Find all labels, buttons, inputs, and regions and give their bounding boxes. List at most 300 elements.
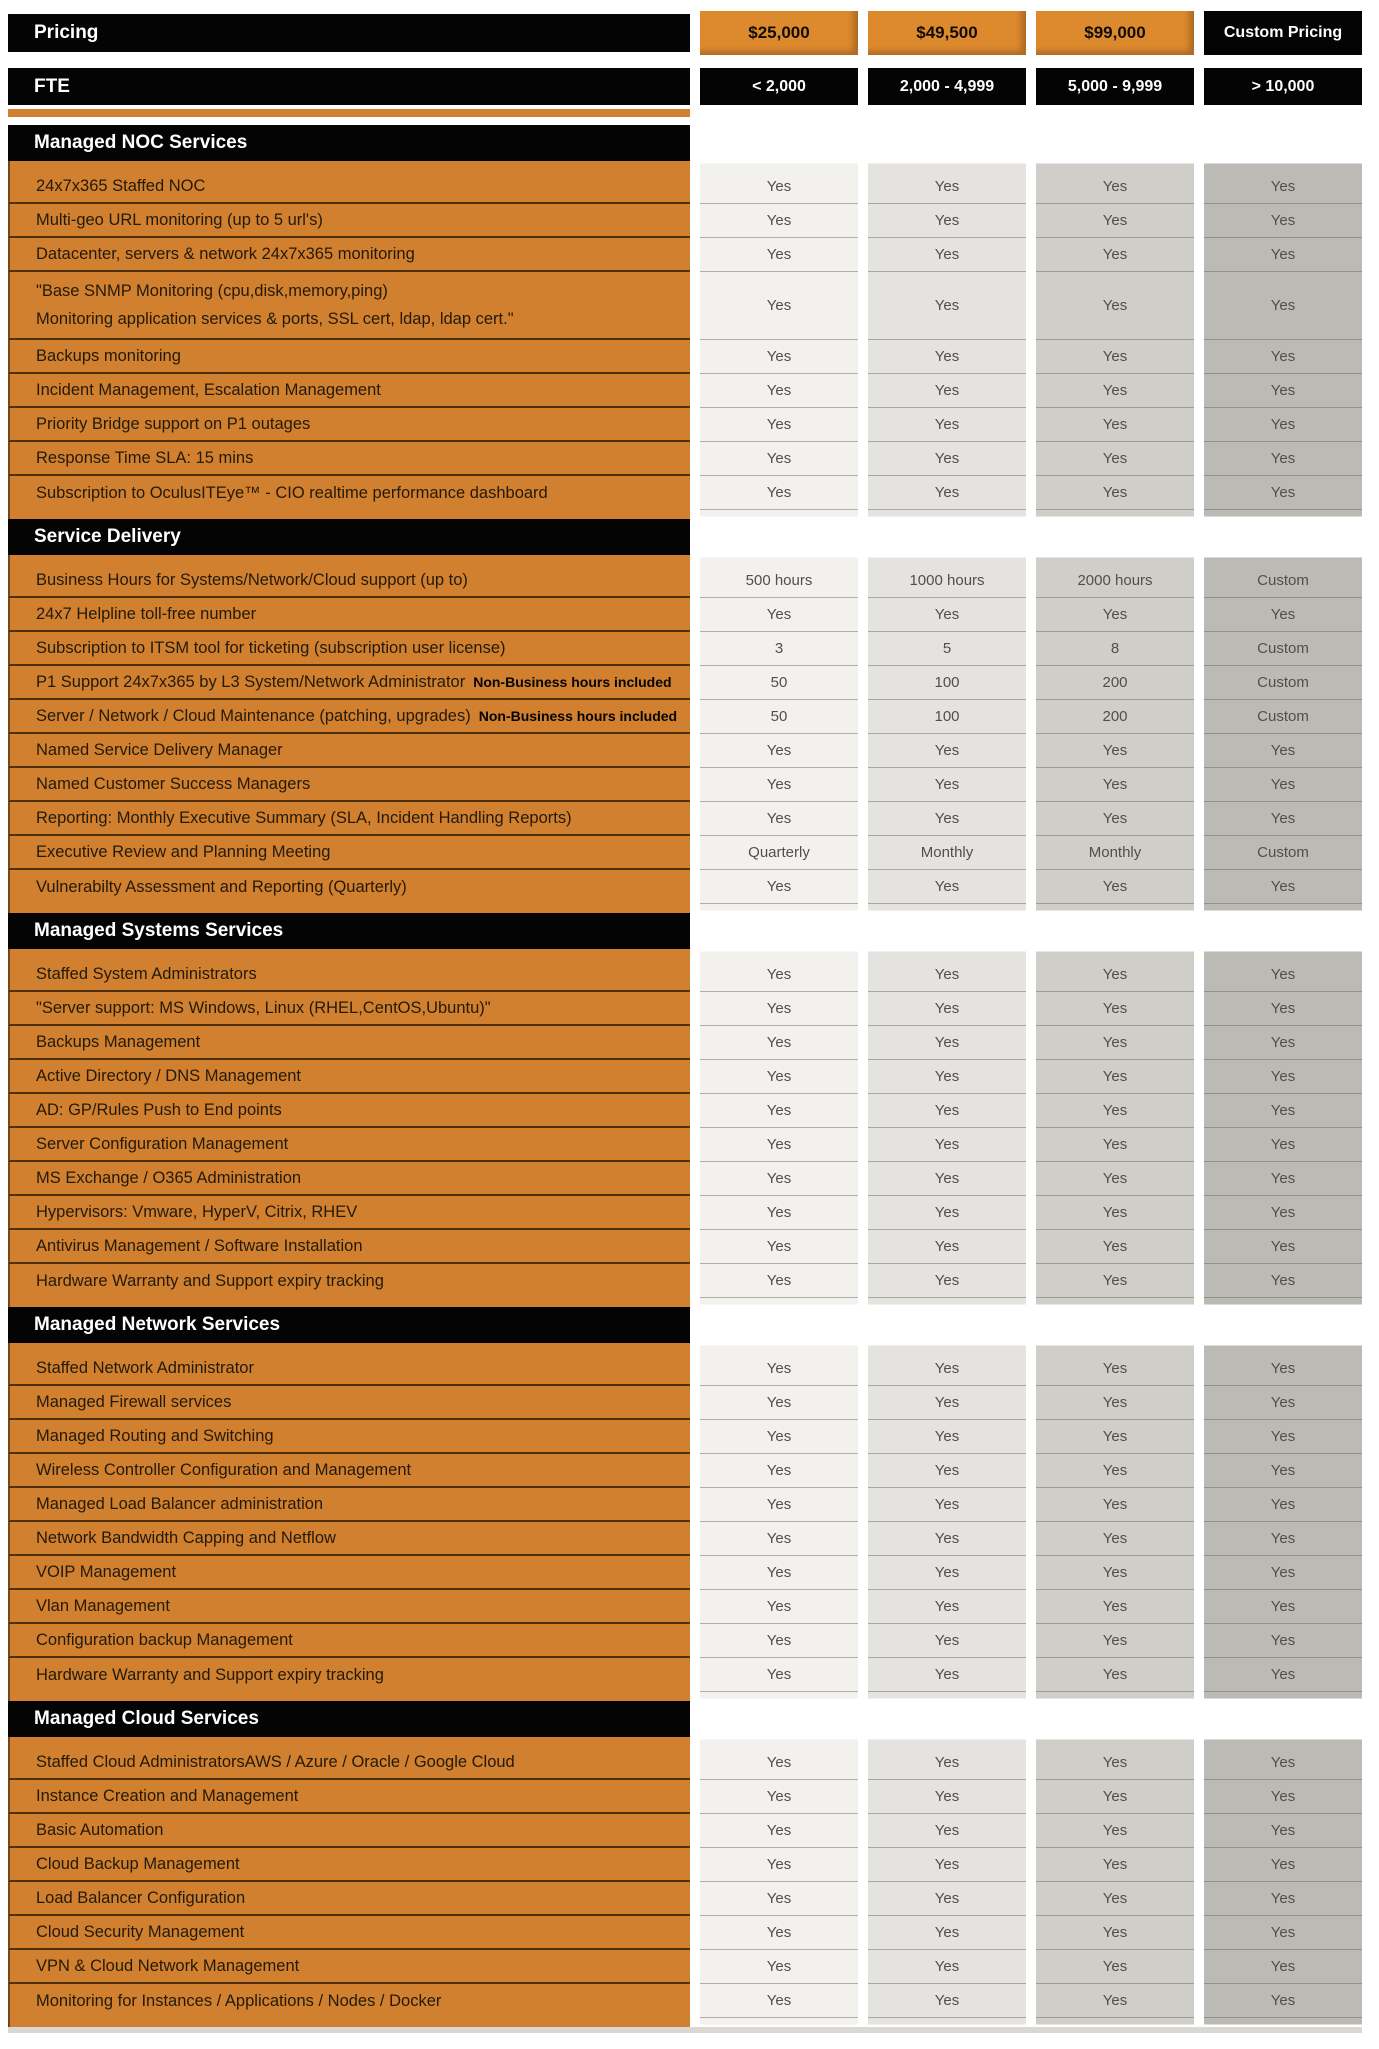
row-label: Managed Routing and Switching [36,1426,274,1445]
value-cell: 50 [700,700,858,734]
row-label: VOIP Management [36,1562,177,1581]
value-cell: Yes [1036,1916,1194,1950]
value-cell: Yes [1204,204,1362,238]
value-cell: Yes [700,734,858,768]
value-cell: Yes [700,408,858,442]
value-spacer [700,1737,858,1746]
value-cell: Yes [700,1488,858,1522]
value-spacer [700,904,858,913]
feature-sections [8,125,1362,2027]
section-grid [8,1737,1362,2027]
row-label-cell [8,1386,690,1420]
value-cell: Yes [868,1264,1026,1298]
value-cell: Yes [700,1128,858,1162]
row-label: Backups Management [36,1032,201,1051]
row-label-cell [8,598,690,632]
value-cell: 500 hours [700,564,858,598]
value-cell: Quarterly [700,836,858,870]
value-cell: Yes [868,204,1026,238]
value-spacer [1036,1343,1194,1352]
row-label: Cloud Security Management [36,1922,245,1941]
value-cell: Yes [1204,1746,1362,1780]
value-cell: Yes [1204,442,1362,476]
value-cell: Yes [868,238,1026,272]
value-cell: Custom [1204,836,1362,870]
value-cell: Yes [1036,238,1194,272]
value-cell: Custom [1204,632,1362,666]
value-cell: Yes [700,204,858,238]
fte-row [8,68,1362,105]
value-spacer [1204,1737,1362,1746]
section-header-4 [8,1307,690,1343]
row-label-cell [8,958,690,992]
value-spacer [868,510,1026,519]
value-cell: Yes [868,870,1026,904]
row-label: Staffed System Administrators [36,964,257,983]
value-cell: Yes [700,958,858,992]
value-spacer [1036,2018,1194,2027]
fte-range-cell-2: 2,000 - 4,999 [868,68,1026,105]
value-cell: Yes [700,1026,858,1060]
pricing-row [8,10,1362,56]
value-cell: 200 [1036,666,1194,700]
value-cell: Yes [868,1916,1026,1950]
row-label-cell [8,170,690,204]
value-spacer [1204,1298,1362,1307]
value-spacer [700,510,858,519]
value-spacer [1204,949,1362,958]
value-cell: Yes [868,1454,1026,1488]
row-label-cell [8,632,690,666]
value-cell: Yes [1204,408,1362,442]
value-cell: Yes [1036,1162,1194,1196]
value-cell: Yes [1036,1624,1194,1658]
value-cell: Yes [1204,1230,1362,1264]
value-spacer [1036,161,1194,170]
value-spacer [1204,555,1362,564]
value-cell: Yes [868,170,1026,204]
value-cell: Yes [700,1522,858,1556]
value-cell: Yes [700,1230,858,1264]
value-cell: Yes [868,272,1026,340]
label-spacer [8,555,690,564]
row-label-cell [8,1746,690,1780]
value-cell: Yes [1036,1848,1194,1882]
label-spacer [8,904,690,913]
value-spacer [868,1298,1026,1307]
row-label: Hardware Warranty and Support expiry tracking [36,1665,384,1684]
value-cell: Yes [700,1746,858,1780]
value-cell: 50 [700,666,858,700]
value-cell: Yes [1204,272,1362,340]
value-cell: Yes [1036,1060,1194,1094]
value-cell: Yes [1036,204,1194,238]
row-label: "Server support: MS Windows, Linux (RHEL,CentOS,Ubuntu)" [36,998,491,1017]
row-label-cell [8,272,690,340]
value-spacer [868,1737,1026,1746]
row-label: VPN & Cloud Network Management [36,1956,300,1975]
row-label: P1 Support 24x7x365 by L3 System/Network Administrator [36,672,466,691]
section-grid [8,555,1362,913]
row-label: Monitoring for Instances / Applications / Nodes / Docker [36,1991,442,2010]
section-grid [8,161,1362,519]
row-label-cell [8,870,690,904]
value-cell: Yes [868,408,1026,442]
value-spacer [868,161,1026,170]
row-label: Configuration backup Management [36,1630,293,1649]
value-cell: Yes [1036,1386,1194,1420]
value-cell: Yes [868,476,1026,510]
value-cell: Yes [1036,1984,1194,2018]
pricing-tier-cell-2: $49,500 [868,11,1026,55]
value-cell: Yes [1036,340,1194,374]
value-cell: Yes [700,1060,858,1094]
value-cell: Yes [1204,992,1362,1026]
row-label-cell [8,374,690,408]
value-cell: 200 [1036,700,1194,734]
value-cell: Yes [1036,1026,1194,1060]
fte-range-cell-3: 5,000 - 9,999 [1036,68,1194,105]
value-cell: Yes [700,1658,858,1692]
row-label: Server Configuration Management [36,1134,289,1153]
row-label-cell [8,1780,690,1814]
value-cell: Yes [868,1624,1026,1658]
value-cell: Yes [1204,1196,1362,1230]
row-label: 24x7 Helpline toll-free number [36,604,257,623]
value-cell: Yes [1204,1848,1362,1882]
row-label-cell [8,1916,690,1950]
value-cell: Yes [868,1950,1026,1984]
orange-divider-strip [8,109,690,117]
row-label-cell [8,204,690,238]
row-label: Named Service Delivery Manager [36,740,283,759]
value-spacer [700,161,858,170]
row-label: Hypervisors: Vmware, HyperV, Citrix, RHEV [36,1202,358,1221]
pricing-tier-cell-3: $99,000 [1036,11,1194,55]
value-cell: Yes [700,1556,858,1590]
value-spacer [1204,1343,1362,1352]
value-cell: Yes [1204,1128,1362,1162]
section-title: Managed Systems Services [34,920,284,941]
value-cell: Yes [868,1352,1026,1386]
value-cell: Monthly [868,836,1026,870]
row-label: Managed Load Balancer administration [36,1494,324,1513]
row-label-cell [8,476,690,510]
row-label: Named Customer Success Managers [36,774,311,793]
value-cell: Yes [1204,1094,1362,1128]
value-cell: Yes [868,1556,1026,1590]
row-label-cell [8,1848,690,1882]
value-spacer [1036,555,1194,564]
value-cell: Yes [1204,768,1362,802]
value-cell: Yes [700,1950,858,1984]
value-cell: Yes [1036,1196,1194,1230]
value-cell: Yes [700,802,858,836]
row-label-cell [8,666,690,700]
value-cell: Yes [700,238,858,272]
value-cell: Yes [868,442,1026,476]
value-cell: Yes [700,1264,858,1298]
row-label-cell [8,408,690,442]
value-spacer [1036,1737,1194,1746]
value-cell: Custom [1204,666,1362,700]
row-label-cell [8,1420,690,1454]
value-cell: Yes [700,1984,858,2018]
row-label: Priority Bridge support on P1 outages [36,414,311,433]
value-cell: Yes [1036,1882,1194,1916]
value-cell: Yes [868,1162,1026,1196]
row-label-cell [8,802,690,836]
value-spacer [700,2018,858,2027]
row-label: Cloud Backup Management [36,1854,240,1873]
value-cell: Yes [1204,1658,1362,1692]
value-spacer [1204,1692,1362,1701]
value-cell: Yes [868,598,1026,632]
value-cell: Yes [1204,1060,1362,1094]
value-spacer [1204,161,1362,170]
value-cell: Yes [868,802,1026,836]
row-label-cell [8,768,690,802]
row-label-cell [8,1950,690,1984]
label-spacer [8,1737,690,1746]
value-cell: Yes [1036,408,1194,442]
row-label-cell [8,1658,690,1692]
value-cell: Yes [1204,238,1362,272]
label-spacer [8,1343,690,1352]
value-cell: Yes [1036,958,1194,992]
value-cell: Yes [700,170,858,204]
value-cell: Yes [1036,272,1194,340]
row-label-cell [8,1026,690,1060]
value-cell: Yes [1036,442,1194,476]
value-cell: Yes [700,992,858,1026]
row-label-cell [8,238,690,272]
value-cell: Yes [700,272,858,340]
value-spacer [700,555,858,564]
row-label-cell [8,1814,690,1848]
label-spacer [8,2018,690,2027]
row-label-cell [8,1162,690,1196]
row-label-cell [8,340,690,374]
value-spacer [700,1692,858,1701]
section-title: Managed NOC Services [34,132,248,153]
value-cell: Yes [700,442,858,476]
row-label-cell [8,1556,690,1590]
value-cell: Yes [868,1094,1026,1128]
value-spacer [868,904,1026,913]
value-cell: Yes [1204,1916,1362,1950]
row-label: Subscription to ITSM tool for ticketing (subscription user license) [36,638,506,657]
value-cell: Yes [700,1590,858,1624]
value-cell: Yes [1036,992,1194,1026]
row-label: MS Exchange / O365 Administration [36,1168,302,1187]
value-cell: Yes [700,1162,858,1196]
value-cell: Yes [868,1386,1026,1420]
value-cell: Yes [700,1454,858,1488]
value-cell: Yes [868,1814,1026,1848]
label-spacer [8,949,690,958]
value-cell: Yes [1204,870,1362,904]
value-cell: Yes [700,1386,858,1420]
value-cell: Yes [1204,374,1362,408]
value-cell: Yes [1204,1488,1362,1522]
row-label: Response Time SLA: 15 mins [36,448,254,467]
row-label: Load Balancer Configuration [36,1888,246,1907]
value-cell: Yes [868,1882,1026,1916]
value-cell: Yes [1036,476,1194,510]
value-cell: Yes [1204,1026,1362,1060]
value-cell: Yes [700,870,858,904]
value-cell: Yes [1036,1522,1194,1556]
value-cell: Yes [1036,1780,1194,1814]
value-cell: Yes [700,1196,858,1230]
value-cell: Yes [1204,340,1362,374]
fte-range-cell-1: < 2,000 [700,68,858,105]
value-cell: Yes [868,1848,1026,1882]
value-spacer [868,1692,1026,1701]
value-spacer [868,2018,1026,2027]
section-header-1 [8,125,690,161]
row-label-line2: Monitoring application services & ports, SSL cert, ldap, ldap cert." [36,309,514,328]
row-label-cell [8,1488,690,1522]
value-cell: Yes [700,374,858,408]
value-cell: Yes [700,1352,858,1386]
row-label-cell [8,1196,690,1230]
value-cell: 1000 hours [868,564,1026,598]
row-label-cell [8,1882,690,1916]
value-cell: Yes [1204,170,1362,204]
value-cell: Yes [1036,802,1194,836]
value-cell: Yes [1036,1950,1194,1984]
value-spacer [1036,1298,1194,1307]
value-cell: Yes [1036,870,1194,904]
value-cell: Yes [868,1026,1026,1060]
value-cell: Yes [868,1060,1026,1094]
value-cell: Yes [1036,1658,1194,1692]
value-cell: Monthly [1036,836,1194,870]
value-cell: Yes [1204,1984,1362,2018]
value-spacer [1036,904,1194,913]
value-cell: Yes [868,958,1026,992]
value-cell: Yes [868,1128,1026,1162]
value-cell: Yes [1204,1386,1362,1420]
value-cell: Yes [1036,598,1194,632]
section-header-5 [8,1701,690,1737]
fte-range-cell-4: > 10,000 [1204,68,1362,105]
value-cell: Yes [868,1420,1026,1454]
value-cell: Yes [1204,1264,1362,1298]
value-cell: Yes [868,1522,1026,1556]
value-cell: Yes [1204,1882,1362,1916]
value-cell: Yes [1036,1746,1194,1780]
fte-label-bar [8,68,690,105]
label-spacer [8,161,690,170]
value-cell: Yes [1204,802,1362,836]
value-cell: Yes [1204,1556,1362,1590]
row-label: Datacenter, servers & network 24x7x365 monitoring [36,244,415,263]
value-cell: Custom [1204,564,1362,598]
row-label: Antivirus Management / Software Installation [36,1236,363,1255]
value-cell: Yes [868,768,1026,802]
value-spacer [1036,510,1194,519]
row-label-cell [8,1454,690,1488]
value-cell: Yes [700,598,858,632]
value-cell: Yes [868,1984,1026,2018]
value-cell: Yes [1036,1590,1194,1624]
row-label: Subscription to OculusITEye™ - CIO realtime performance dashboard [36,483,548,502]
value-spacer [1036,1692,1194,1701]
value-cell: 8 [1036,632,1194,666]
value-cell: Yes [1204,1522,1362,1556]
value-cell: 100 [868,666,1026,700]
row-label: Staffed Network Administrator [36,1358,254,1377]
value-cell: Yes [868,1590,1026,1624]
value-cell: Yes [700,340,858,374]
section-header-3 [8,913,690,949]
value-cell: Yes [868,1488,1026,1522]
row-label: Vulnerabilty Assessment and Reporting (Quarterly) [36,877,407,896]
row-label: Multi-geo URL monitoring (up to 5 url's) [36,210,323,229]
value-cell: Yes [1204,1624,1362,1658]
value-cell: Yes [868,340,1026,374]
value-cell: Yes [1036,1264,1194,1298]
pricing-tier-cell-4: Custom Pricing [1204,11,1362,55]
value-cell: Yes [1036,734,1194,768]
row-label-cell [8,564,690,598]
value-cell: Yes [1204,734,1362,768]
value-cell: Yes [700,1848,858,1882]
row-label-cell [8,992,690,1026]
row-label-cell [8,836,690,870]
value-cell: Yes [1204,1950,1362,1984]
value-cell: Yes [700,768,858,802]
value-cell: Yes [1204,1420,1362,1454]
row-label-cell [8,1060,690,1094]
value-cell: Yes [1036,1814,1194,1848]
value-cell: 2000 hours [1036,564,1194,598]
value-spacer [1204,510,1362,519]
value-cell: Yes [1036,170,1194,204]
value-cell: Yes [868,1658,1026,1692]
value-cell: 5 [868,632,1026,666]
value-cell: Yes [1204,1454,1362,1488]
value-spacer [700,1343,858,1352]
value-cell: Yes [1036,374,1194,408]
value-cell: Yes [1036,1230,1194,1264]
value-cell: Custom [1204,700,1362,734]
row-label-cell [8,700,690,734]
row-label: "Base SNMP Monitoring (cpu,disk,memory,ping) [36,281,388,300]
section-header-2 [8,519,690,555]
value-cell: 100 [868,700,1026,734]
value-cell: Yes [1204,1162,1362,1196]
row-label-cell [8,1624,690,1658]
value-cell: Yes [868,992,1026,1026]
value-cell: Yes [700,1882,858,1916]
section-title: Managed Network Services [34,1314,281,1335]
section-title: Managed Cloud Services [34,1708,259,1729]
row-label: Active Directory / DNS Management [36,1066,302,1085]
value-cell: Yes [868,1746,1026,1780]
section-grid [8,949,1362,1307]
row-label-cell [8,1984,690,2018]
value-cell: Yes [700,1624,858,1658]
row-label: Vlan Management [36,1596,170,1615]
value-cell: Yes [1204,1780,1362,1814]
value-cell: Yes [1204,958,1362,992]
value-spacer [1204,904,1362,913]
value-cell: Yes [1036,1420,1194,1454]
